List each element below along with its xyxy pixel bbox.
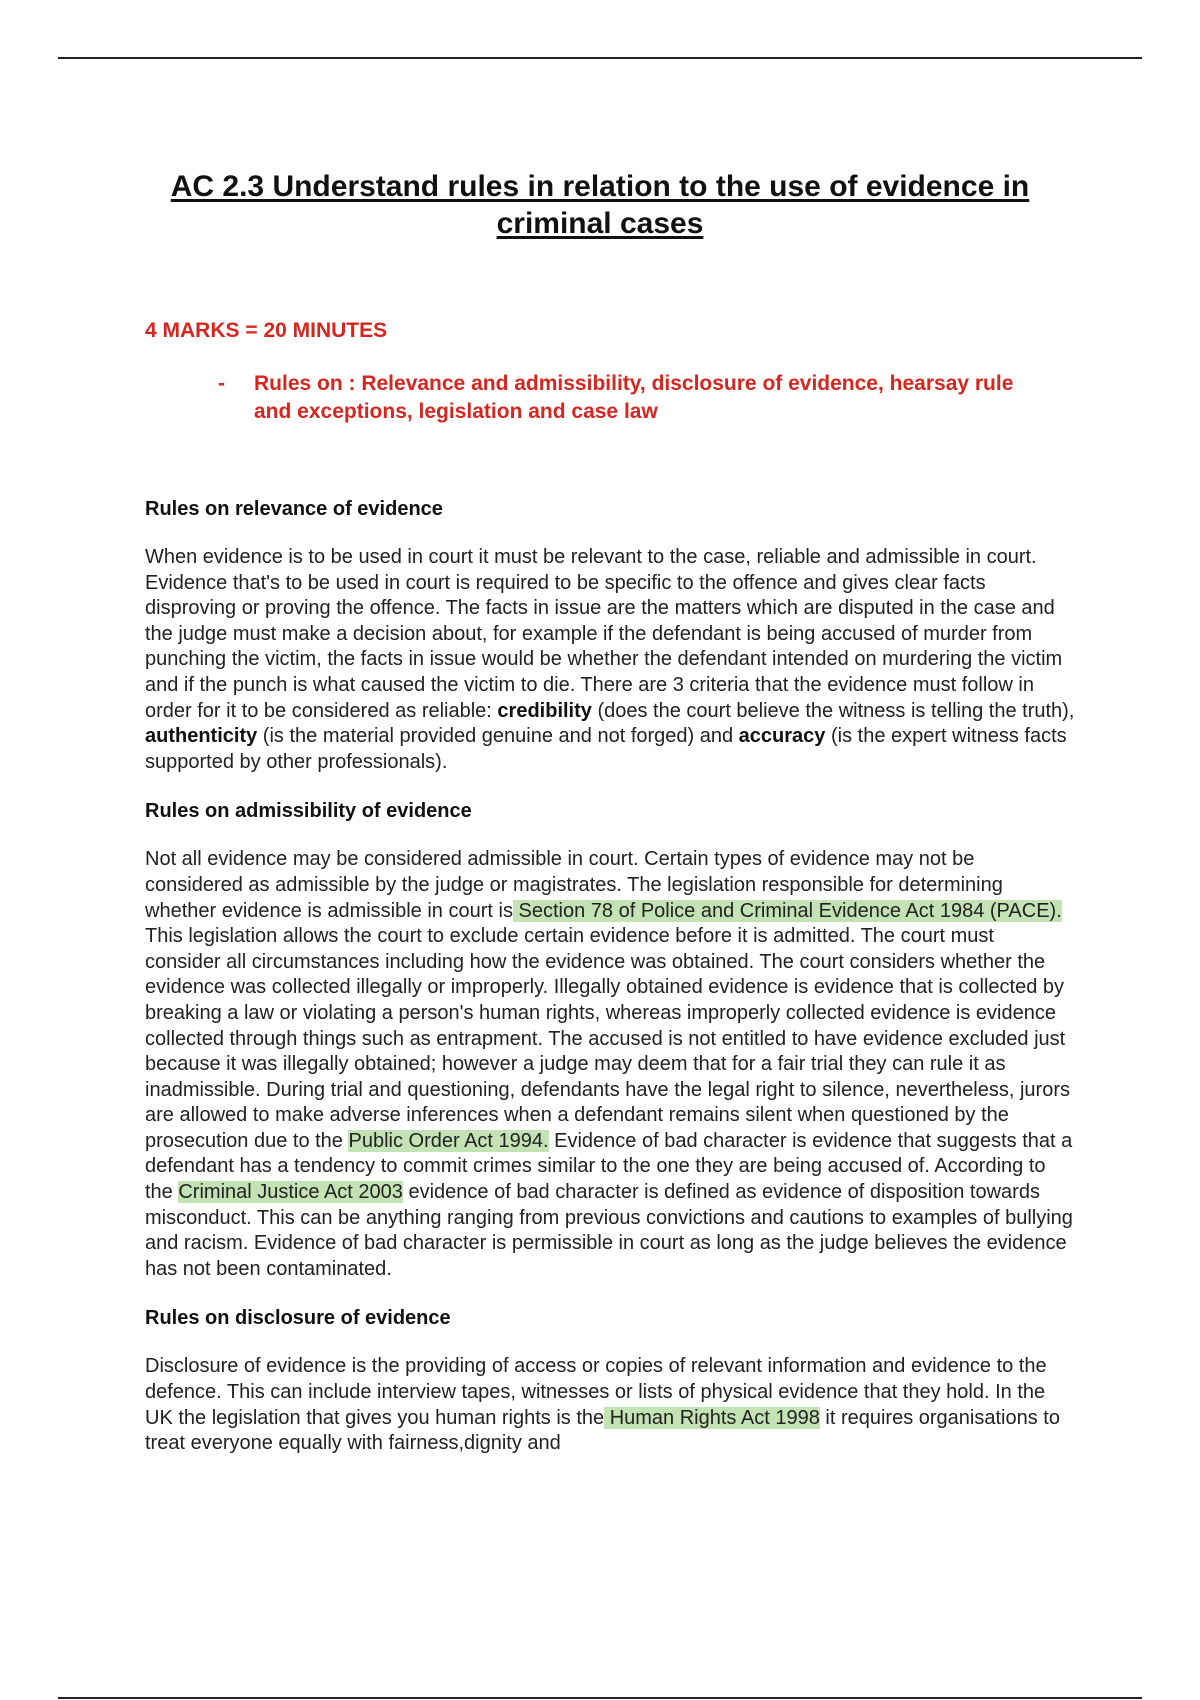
text-run: (is the material provided genuine and not forged) and (257, 725, 739, 748)
bottom-rule (58, 1697, 1142, 1699)
text-run: When evidence is to be used in court it must be relevant to the case, reliable and admissible in court. Evidence that's to be used in court is required to be specific to the offence and gives clear facts disproving or proving the offence. The facts in issue are the matters which are disputed in the case and the judge must make a decision about, for example if the defendant is being accused of murder from punching the victim, the facts in issue would be whether the defendant intended on murdering the victim and if the punch is what caused the victim to die. There are 3 criteria that the evidence must follow in order for it to be considered as reliable: (145, 546, 1063, 722)
bold-term-authenticity: authenticity (145, 725, 258, 748)
text-run: Not all evidence may be considered admissible in court. Certain types of evidence may not be considered as admissible by the judge or magistrates. The legislation responsible for determining whether evidence is admissible in court is (145, 848, 1003, 922)
text-run: Evidence of bad character is evidence that suggests that a defendant has a tendency to commit crimes similar to the one they are being accused of. According to the (145, 1129, 1073, 1204)
text-run: (does the court believe the witness is telling the truth), (591, 699, 1075, 722)
document-title: AC 2.3 Understand rules in relation to the use of evidence in criminal cases (170, 170, 1030, 240)
highlight-pace: Section 78 of Police and Criminal Evidence Act 1984 (PACE). (512, 899, 1062, 922)
paragraph-disclosure (145, 1354, 1075, 1456)
bold-term-accuracy: accuracy (738, 725, 826, 748)
text-run: (is the expert witness facts supported by other professionals). (145, 725, 1067, 773)
heading-admissibility: Rules on admissibility of evidence (145, 800, 472, 823)
top-rule (58, 57, 1142, 59)
paragraph-admissibility (145, 847, 1075, 1282)
marks-note: 4 MARKS = 20 MINUTES (145, 319, 388, 342)
bullet-dash: - (218, 372, 225, 395)
text-run: This legislation allows the court to exclude certain evidence before it is admitted. The court must consider all circumstances including how the evidence was obtained. The court considers whether the evidence was collected illegally or improperly. Illegally obtained evidence is evidence that is collected by breaking a law or violating a person's human rights, whereas improperly collected evidence is evidence collected through things such as entrapment. The accused is not entitled to have evidence excluded just because it was illegally obtained; however a judge may deem that for a fair trial they can rule it as inadmissible. During trial and questioning, defendants have the legal right to silence, nevertheless, jurors are allowed to make adverse inferences when a defendant remains silent when questioned by the prosecution due to the (145, 925, 1070, 1152)
heading-disclosure: Rules on disclosure of evidence (145, 1307, 451, 1330)
paragraph-relevance (145, 545, 1075, 775)
document-body (145, 496, 1075, 1480)
heading-relevance: Rules on relevance of evidence (145, 498, 443, 520)
highlight-public-order-act: Public Order Act 1994. (348, 1129, 549, 1152)
text-run: Disclosure of evidence is the providing of access or copies of relevant information and evidence to the defence. This can include interview tapes, witnesses or lists of physical evidence that they hold. In the UK the legislation that gives you human rights is the (145, 1355, 1047, 1429)
highlight-human-rights-act: Human Rights Act 1998 (604, 1406, 820, 1429)
bold-term-credibility: credibility (497, 699, 592, 722)
bullet-text: Rules on : Relevance and admissibility, disclosure of evidence, hearsay rule and exceptions, legislation and case law (254, 372, 1014, 423)
highlight-criminal-justice-act: Criminal Justice Act 2003 (178, 1181, 403, 1204)
text-run: it requires organisations to treat everyone equally with fairness,dignity and (145, 1406, 1060, 1455)
text-run: evidence of bad character is defined as evidence of disposition towards misconduct. This can be anything ranging from previous convictions and cautions to examples of bullying and racism. Evidence of bad character is permissible in court as long as the judge believes the evidence has not been contaminated. (145, 1181, 1073, 1280)
